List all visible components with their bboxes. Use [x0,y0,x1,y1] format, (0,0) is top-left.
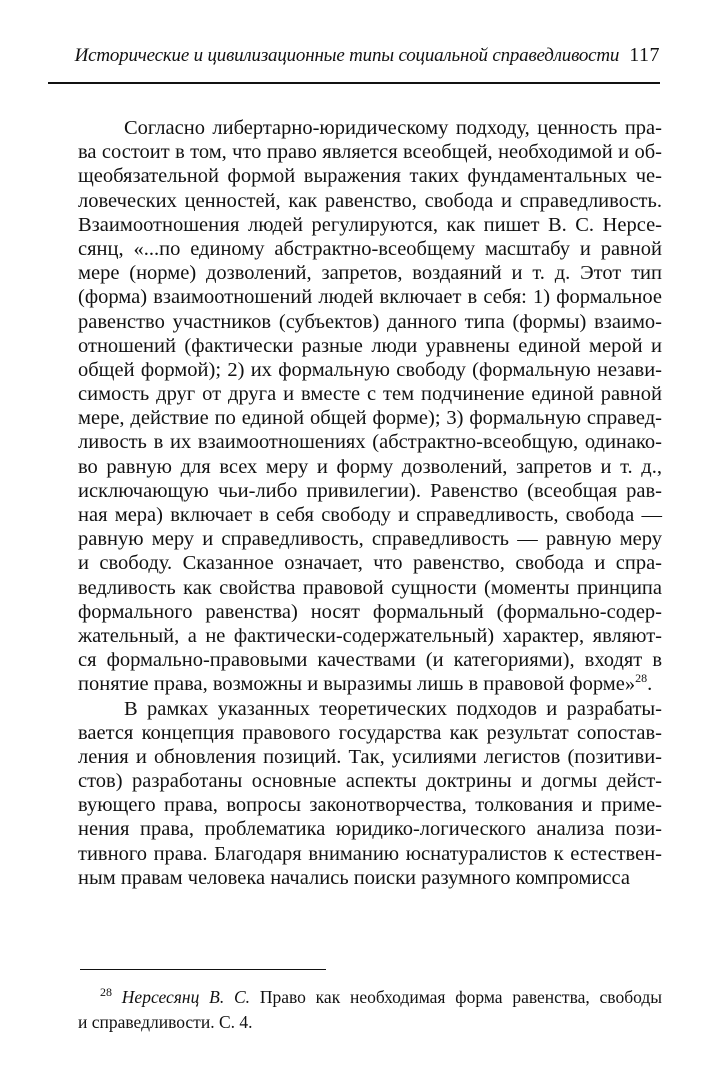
text-line [78,600,662,624]
line-text: общей формой); 2) их формальную свободу (формальную незави- [78,358,662,381]
line-text: сянц, «...по единому абстрактно-всеобщему масштабу и равной [78,237,662,260]
line-text: равную меру и справедливость, справедливость — равную меру [78,528,662,551]
footnote-line [78,985,662,1010]
line-text: ловеческих ценностей, как равенство, свобода и справедливость. [78,189,662,212]
line-text: отношений (фактически разные люди уравнены единой мерой и [78,334,662,357]
footnote-author: Нерсесянц В. С. [121,987,251,1007]
line-text: исключающую чьи-либо привилегии). Равенство (всеобщая рав- [78,479,662,502]
line-text: понятие права, возможны и выразимы лишь в правовой форме» [78,673,636,696]
text-line [78,479,662,503]
footnote-reference: 28 [635,671,648,686]
text-line [78,624,662,648]
main-text [78,116,662,890]
header-rule [48,82,660,84]
line-end-punctuation: . [647,673,653,696]
text-line [78,213,662,237]
text-line [78,285,662,309]
text-line [78,672,662,696]
text-line [78,503,662,527]
line-text: ведливость как свойства правовой сущности (моменты принципа [78,576,662,599]
line-text: мере (норме) дозволений, запретов, воздаяний и т. д. Этот тип [78,262,662,285]
line-text: стов) разработаны основные аспекты доктрины и догмы дейст- [78,770,662,793]
footnote-rule [80,969,326,970]
line-text: ления и обновления позиций. Так, усилиями легистов (позитиви- [78,745,662,768]
line-text: ная мера) включает в себя свободу и справедливость, свобода — [78,504,662,526]
line-text: формального равенства) носят формальный (формально-содер- [78,600,662,623]
text-line [78,334,662,358]
line-text: равенство участников (субъектов) данного типа (формы) взаимо- [78,310,662,333]
text-line [78,406,662,430]
text-line [78,551,662,575]
text-line [78,721,662,745]
text-line [78,116,662,140]
text-line [78,866,662,890]
line-text: вующего права, вопросы законотворчества, толкования и приме- [78,794,662,817]
footnote [78,985,662,1035]
line-text: мере, действие по единой общей форме); 3) формальную справед- [78,407,662,430]
line-text: тивного права. Благодаря вниманию юснатуралистов к естествен- [78,842,662,865]
text-line [78,455,662,479]
line-text: ным правам человека начались поиски разумного компромисса [78,866,630,889]
text-line [78,842,662,866]
text-line [78,140,662,164]
text-line [78,817,662,841]
line-text: (форма) взаимоотношений людей включает в себя: 1) формальное [78,286,662,309]
text-line [78,261,662,285]
footnote-text: Право как необходимая форма равенства, свободы [250,987,663,1007]
text-line [78,576,662,600]
text-line [78,697,662,721]
line-text: вается концепция правового государства как результат сопостав- [78,721,662,744]
line-text: жательный, а не фактически-содержательный) характер, являют- [78,624,662,647]
text-line [78,745,662,769]
text-line [78,527,662,551]
text-line [78,382,662,406]
line-text: во равную для всех меру и форму дозволений, запретов и т. д., [78,455,662,478]
text-line [78,237,662,261]
line-text: нения права, проблематика юридико-логического анализа пози- [78,818,662,841]
line-text: щеобязательной формой выражения таких фундаментальных че- [78,165,662,188]
text-line [78,648,662,672]
line-text: Согласно либертарно-юридическому подходу, ценность пра- [124,117,662,139]
running-title: Исторические и цивилизационные типы социальной справедливости [74,45,620,66]
text-line [78,164,662,188]
line-text: симость друг от друга и вместе с тем подчинение единой равной [78,383,662,406]
running-header [48,44,660,72]
line-text: Взаимоотношения людей регулируются, как пишет В. С. Нерсе- [78,213,662,236]
line-text: и свободу. Сказанное означает, что равенство, свобода и спра- [78,552,662,575]
text-line [78,310,662,334]
line-text: ливость в их взаимоотношениях (абстрактно-всеобщую, одинако- [78,431,662,454]
paragraph-1 [78,116,662,697]
text-line [78,769,662,793]
text-line [78,189,662,213]
line-text: ся формально-правовыми качествами (и категориями), входят в [78,649,662,672]
line-text: ва состоит в том, что право является всеобщей, необходимой и об- [78,141,662,164]
page-number: 117 [629,44,660,66]
footnote-number: 28 [100,985,112,1000]
text-line [78,358,662,382]
text-line [78,430,662,454]
text-line [78,793,662,817]
line-text: В рамках указанных теоретических подходов и разрабаты- [124,697,662,720]
footnote-line: и справедливости. С. 4. [78,1012,253,1032]
paragraph-2 [78,697,662,891]
